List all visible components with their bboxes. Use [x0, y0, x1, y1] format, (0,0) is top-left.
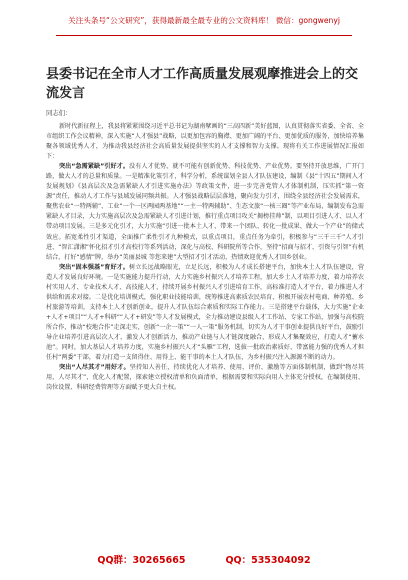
paragraph-lead: 突出“急需紧缺”引好才。	[59, 163, 130, 171]
footer-qq-group: QQ群：30265665	[97, 555, 186, 566]
document-title: 县委书记在全市人才工作高质量发展观摩推进会上的交流发言	[46, 67, 359, 101]
paragraph-text: 没有人才优势，就不可能有创新优势、科技优势、产业优势。要坚持开放思维，广开门路，做大人才的总量和质量。一是精准化策引才，科学分析，系统谋划全县人才队伍建设，编制《县“十四五”期间人才发展规划》《县高层次及急需紧缺人才引进实施办法》等政策文件，进一步完善党管人才体制机制，压实抓“第一资源”责任，推动人才工作与县域发展同频共振。人才强县战略层层落地，聚向发力引才，围绕全县经济社会发展需求，聚焦农业“一特两辅”、工业“一个一区两园两基地”“一主一特两辅助”、生态文旅“一核三圈”等产业布局，编制发布急需紧缺人才目录，大力实施高层次及急需紧缺人才引进计划，推行重点项目攻关“揭榜挂帅”制，以项目引进人才、以人才带动项目发展。三是多元化引才，大力实施“引进一批本土人才、带来一个团队、转化一批成果、做大一个产业”的储式效应。拓宽柔性引才渠道，全面推广柔性引才九种模式，以重点项目，重点任务为牵引，积极参与“三千三千”人才引进、“智汇潇湘”怀化招才引才高校行等系列活动，深化与高校、科研院所等合作，坚持“招商与招才、引资与引智”有机结合，打好“感情”牌，举办“美丽县城 等您来建”大型招才引才活动，热情欢迎优秀人才回乡创业。	[46, 163, 364, 261]
header-notice-text: 关注头条号“公文研究”，获得最新最全最专业的公文资料库！ 微信：gongwenyj	[68, 16, 340, 25]
footer-qq-number: QQ：535304092	[225, 555, 311, 566]
paragraph-text: 新时代新征程上，我县将紧紧围绕习近平总书记为湖南擘画的“三高四新”美好蓝图，认真贯彻落实省委、全省、全市组织工作会议精神，深入实施“人才强县”战略，以更加包容的胸襟、更加广阔的平台、更加优质的服务，加快培养集聚各领域优秀人才，为推动我县经济社会高质量发展提供坚实的人才支撑和智力支撑。现将有关工作进展情况汇报如下：	[46, 123, 364, 161]
paragraph-cultivate-talent	[46, 263, 364, 363]
paragraph-attract-talent	[46, 162, 364, 262]
header-banner	[0, 0, 408, 42]
paragraph-text: 树立长远战略眼光，立足长远，积极为人才成长搭建平台，加快本土人才队伍建设，营造人才发展良好环境。一是实施能力提升行动，大力实施乡村振兴人才培养工程，加大乡土人才培养力度，着力培养农村实用人才、专业技术人才、高技能人才，持续开展乡村振兴人才引进培育工作，高标准打造人才平台，着力推进人才供给和需求对接。二是优化培训模式，强化职业技能培训，统筹推进高素质农民培育，积极开展农村电商、种养殖、乡村旅游等培训，支持本土人才创新创业，提升人才队伍综合素质和实际工作能力。三是搭建平台载体，大力实施“企业+人才+项目”“人才+科研”“人才+研发”等人才发展模式，全力推动建设县级人才工作站、专家工作站，加强与高校院所合作，推动“校地合作”走深走实，创新“一企一策”“一人一策”服务机制，切实为人才干事创业提供良好平台，鼓励引导企业培养引进高层次人才，激发人才创新活力，推动产业链与人才链深度融合，形成人才集聚效应，打造人才“蓄水池”。同时，加大基层人才培养力度，实施乡村振兴人才“头雁”工程，选拔一批政治素质好、带富能力强的优秀人才担任村“两委”干部，着力打造一支留得住、用得上、能干事的本土人才队伍，为乡村振兴注入源源不断的动力。	[46, 263, 364, 362]
document-body	[46, 122, 364, 546]
paragraph-lead: 突出“固本强基”育好才。	[59, 263, 130, 271]
paragraph-lead: 突出“人尽其才”用好才。	[59, 364, 130, 372]
footer-contact	[0, 548, 408, 570]
header-notice-box	[56, 6, 352, 36]
paragraph-text: 坚持知人善任，持续优化人才培养、使用、评价、激励等方面体制机制，做到“物尽其用，人尽其才”，优化人才配置，探索建立授权清单和负面清单，根据需要和实际向用人主体充分授权，在编制使用、岗位设置、科研经费管理等方面赋予更大自主权。	[46, 364, 364, 392]
paragraph-use-talent	[46, 363, 364, 393]
salutation: 同志们：	[46, 109, 72, 117]
paragraph-intro	[46, 122, 364, 162]
